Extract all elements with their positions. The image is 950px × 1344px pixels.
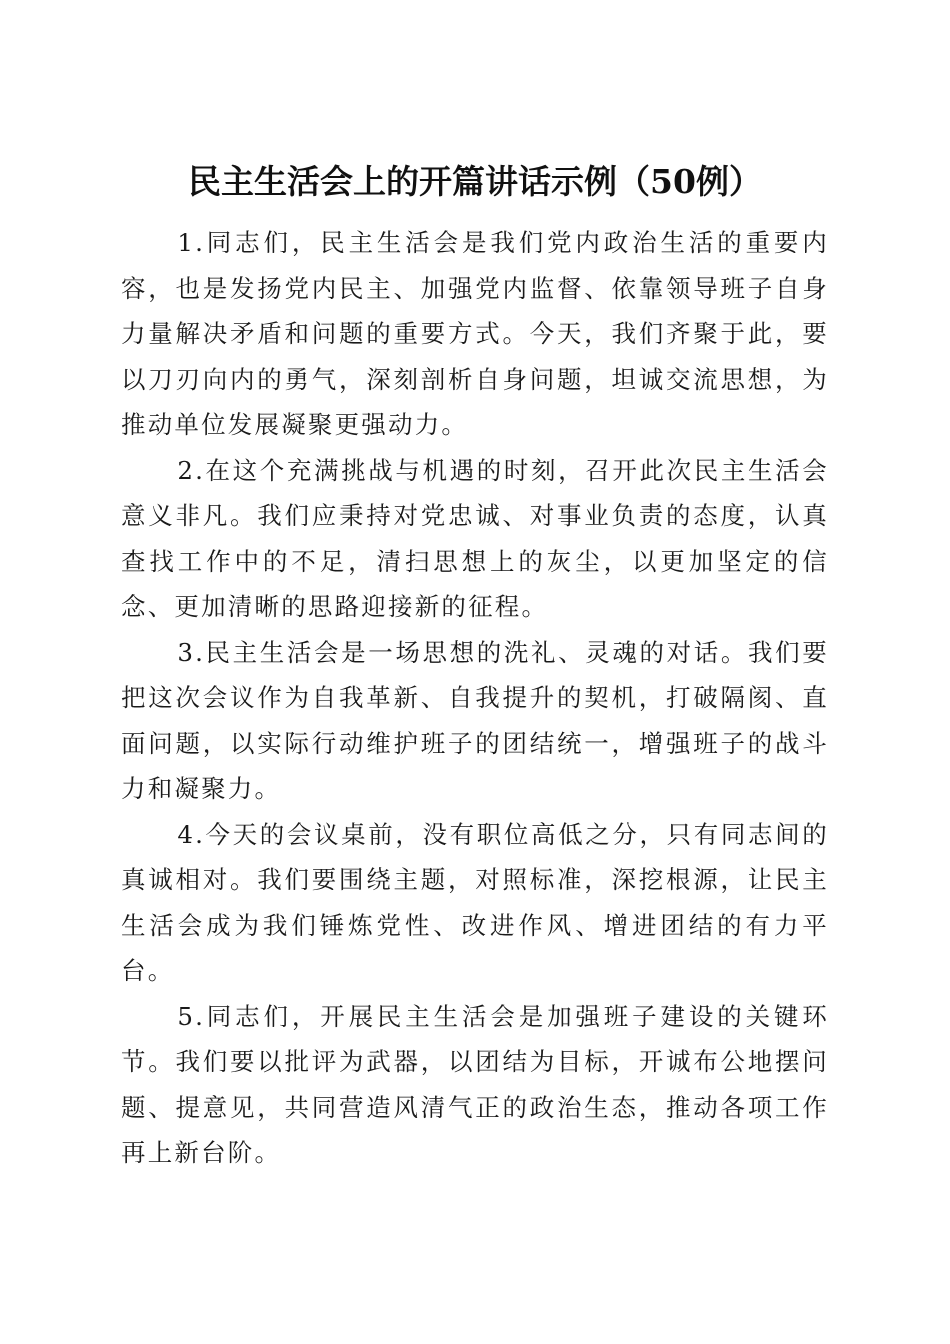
- paragraph-3: 3.民主生活会是一场思想的洗礼、灵魂的对话。我们要把这次会议作为自我革新、自我提升的契机，打破隔阂、直面问题，以实际行动维护班子的团结统一，增强班子的战斗力和凝聚力。: [121, 637, 829, 803]
- document-title: 民主生活会上的开篇讲话示例（50例）: [188, 162, 762, 202]
- paragraph-2: 2.在这个充满挑战与机遇的时刻，召开此次民主生活会意义非凡。我们应秉持对党忠诚、对事业负责的态度，认真查找工作中的不足，清扫思想上的灰尘，以更加坚定的信念、更加清晰的思路迎接新的征程。: [121, 455, 829, 621]
- document-body: [121, 220, 829, 1176]
- paragraph-4: 4.今天的会议桌前，没有职位高低之分，只有同志间的真诚相对。我们要围绕主题，对照标准，深挖根源，让民主生活会成为我们锤炼党性、改进作风、增进团结的有力平台。: [121, 819, 829, 985]
- paragraph-5: 5.同志们，开展民主生活会是加强班子建设的关键环节。我们要以批评为武器，以团结为目标，开诚布公地摆问题、提意见，共同营造风清气正的政治生态，推动各项工作再上新台阶。: [121, 1001, 829, 1167]
- paragraph-1: 1.同志们，民主生活会是我们党内政治生活的重要内容，也是发扬党内民主、加强党内监督、依靠领导班子自身力量解决矛盾和问题的重要方式。今天，我们齐聚于此，要以刀刃向内的勇气，深刻剖析自身问题，坦诚交流思想，为推动单位发展凝聚更强动力。: [121, 228, 829, 439]
